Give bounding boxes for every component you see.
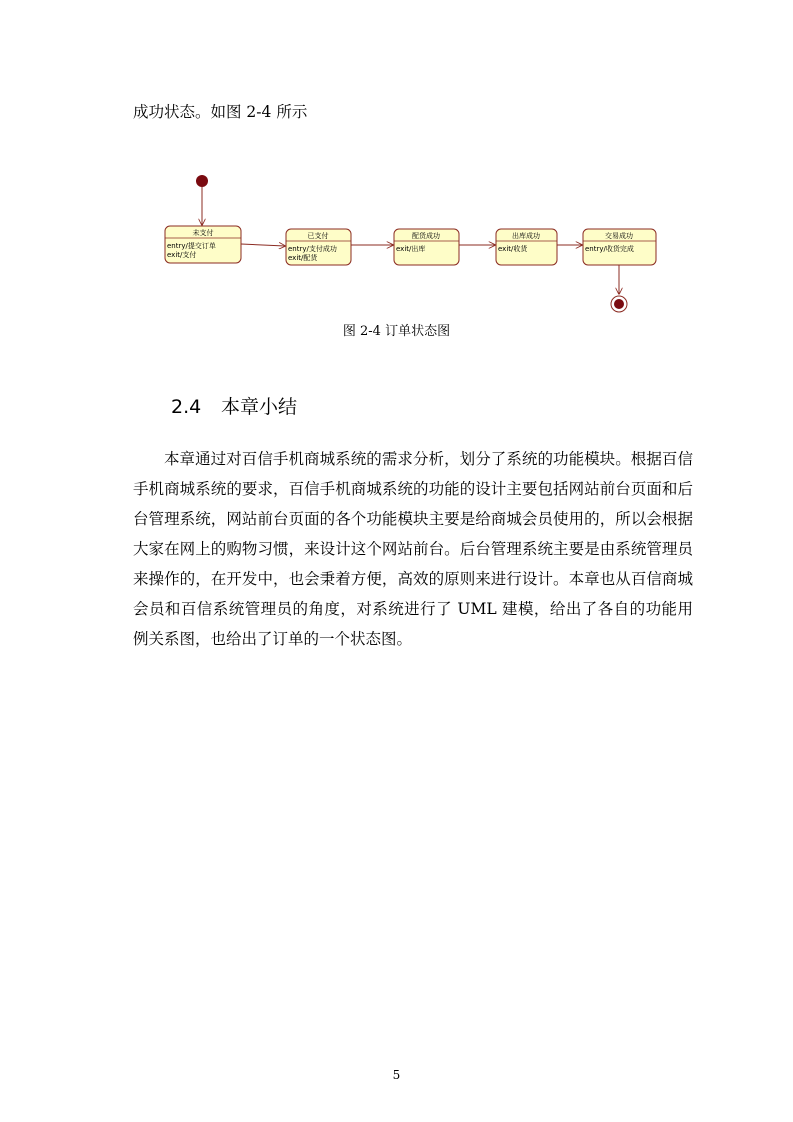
state-name: 出库成功	[512, 232, 540, 240]
section-heading	[171, 392, 297, 419]
section-number: 2.4	[171, 396, 202, 418]
state-action: exit/收货	[498, 245, 528, 253]
state-name: 未支付	[192, 229, 214, 237]
state-action: entry/提交订单	[167, 242, 216, 250]
initial-node	[196, 175, 208, 187]
state-paid	[286, 229, 351, 265]
state-unpaid	[165, 226, 241, 263]
final-node	[611, 296, 627, 312]
state-action: entry/支付成功	[288, 245, 337, 253]
state-name: 交易成功	[605, 232, 633, 240]
order-state-diagram	[160, 170, 670, 318]
state-picked	[394, 229, 459, 265]
state-shipped	[496, 229, 557, 265]
state-action: exit/出库	[396, 245, 426, 253]
transition-arrow	[241, 244, 285, 246]
lead-paragraph: 成功状态。如图 2-4 所示	[133, 103, 308, 121]
state-action: exit/支付	[167, 251, 197, 259]
state-completed	[583, 229, 656, 265]
state-name: 已支付	[307, 232, 329, 240]
section-title: 本章小结	[221, 396, 298, 418]
page-number: 5	[392, 1068, 401, 1082]
body-paragraph: 本章通过对百信手机商城系统的需求分析，划分了系统的功能模块。根据百信手机商城系统的要求，百信手机商城系统的功能的设计主要包括网站前台页面和后台管理系统，网站前台页面的各个功能模块主要是给商城会员使用的，所以会根据大家在网上的购物习惯，来设计这个网站前台。后台管理系统主要是由系统管理员来操作的，在开发中，也会秉着方便，高效的原则来进行设计。本章也从百信商城会员和百信系统管理员的角度，对系统进行了 UML 建模，给出了各自的功能用例关系图，也给出了订单的一个状态图。	[133, 450, 693, 648]
state-action: exit/配货	[288, 254, 318, 262]
state-name: 配货成功	[412, 232, 440, 240]
figure-caption: 图 2-4 订单状态图	[342, 324, 451, 339]
state-action: entry/收货完成	[585, 245, 634, 253]
